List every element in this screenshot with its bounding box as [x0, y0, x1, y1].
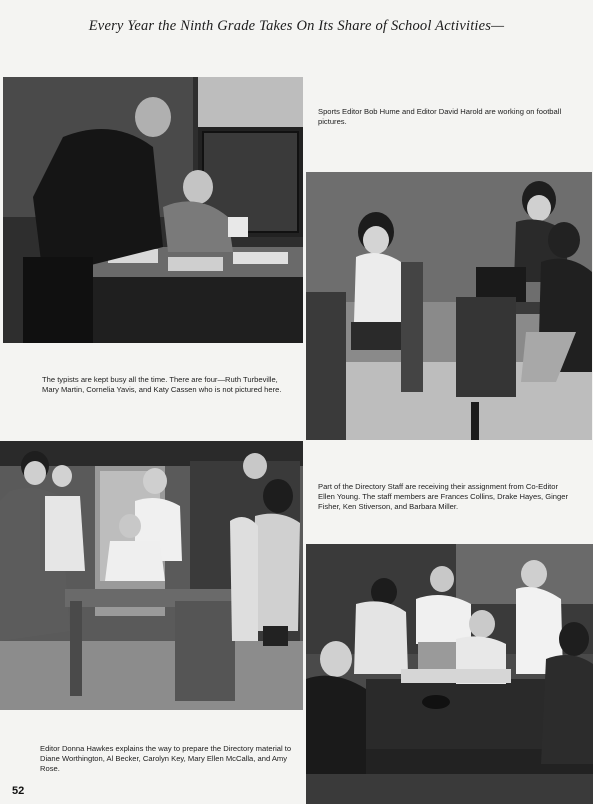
caption-directory-staff: Part of the Directory Staff are receiving their assignment from Co-Editor Ellen Young. The staff members are Frances Collins, Drake Hayes, Ginger Fisher, Ken Stiverson, and Barbara Miller. — [318, 482, 569, 511]
caption-sports-editors: Sports Editor Bob Hume and Editor David Harold are working on football pictures. — [318, 107, 562, 126]
photo-directory-staff — [306, 544, 593, 804]
page-heading: Every Year the Ninth Grade Takes On Its Share of School Activities— — [88, 18, 505, 34]
caption-typists: The typists are kept busy all the time. There are four—Ruth Turbeville, Mary Martin, Cornelia Yavis, and Katy Cassen who is not pictured here. — [42, 375, 282, 394]
photo-sports-editors — [3, 77, 303, 343]
photo-typists — [306, 172, 592, 440]
page-number: 52 — [12, 785, 25, 797]
photo-editor-directory — [0, 441, 303, 710]
caption-editor-directory: Editor Donna Hawkes explains the way to prepare the Directory material to Diane Worthington, Al Becker, Carolyn Key, Mary Ellen McCalla, and Amy Rose. — [40, 744, 292, 773]
